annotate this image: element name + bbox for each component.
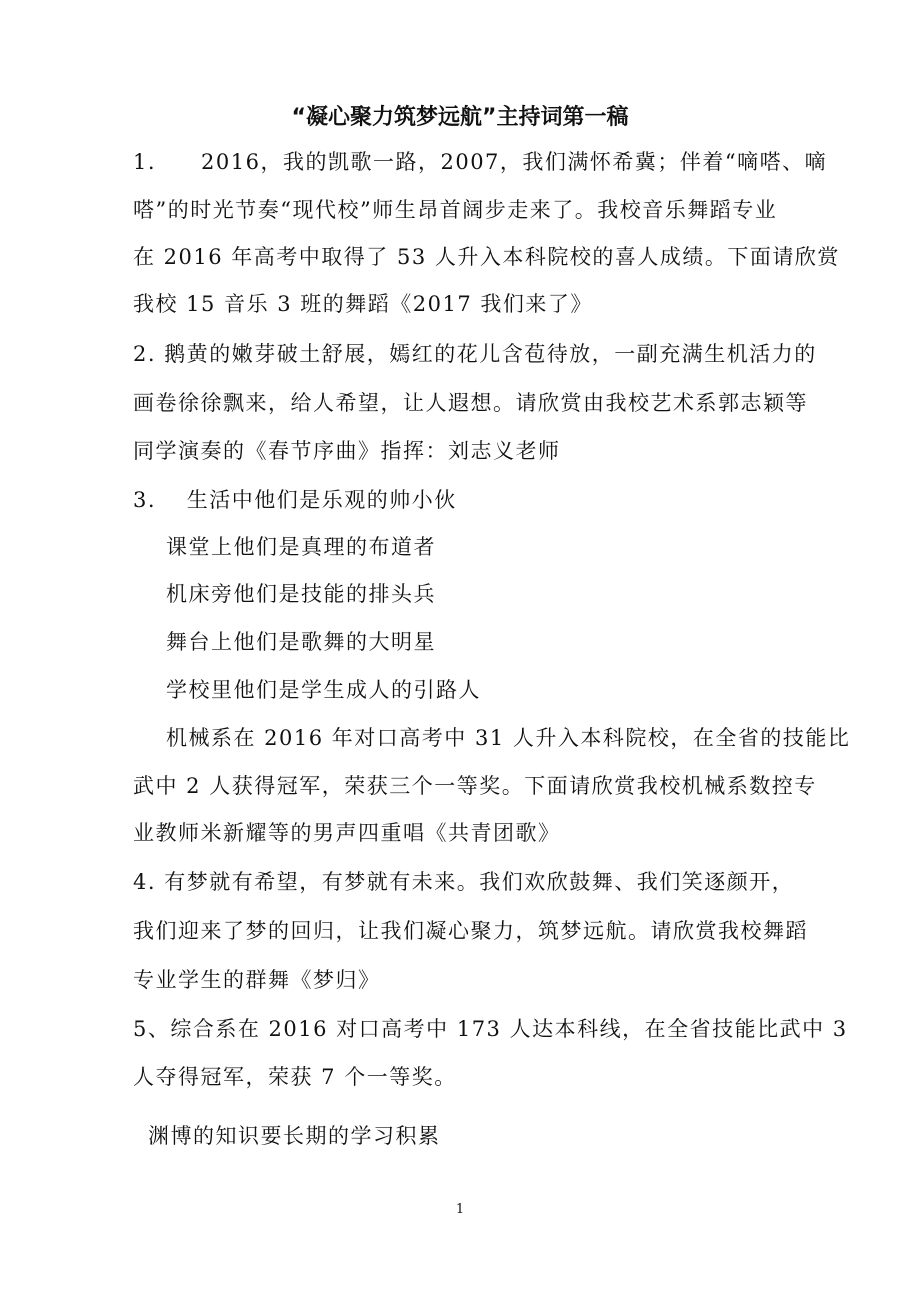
paragraph-line: 渊博的知识要长期的学习积累 [148, 1124, 441, 1148]
verse-line: 学校里他们是学生成人的引路人 [166, 678, 481, 702]
paragraph-line: 在 2016 年高考中取得了 53 人升入本科院校的喜人成绩。下面请欣赏 [133, 245, 840, 269]
page-number: 1 [455, 1202, 465, 1217]
paragraph-line: 我们迎来了梦的回归，让我们凝心聚力，筑梦远航。请欣赏我校舞蹈 [133, 919, 808, 943]
paragraph-line: 5、综合系在 2016 对口高考中 173 人达本科线，在全省技能比武中 3 [133, 1017, 848, 1041]
paragraph-line: 1. 2016，我的凯歌一路，2007，我们满怀希冀；伴着“嘀嗒、嘀 [133, 150, 828, 174]
paragraph-line: 画卷徐徐飘来，给人希望，让人遐想。请欣赏由我校艺术系郭志颖等 [133, 391, 808, 415]
paragraph-line: 人夺得冠军，荣获 7 个一等奖。 [133, 1065, 457, 1089]
paragraph-line: 机械系在 2016 年对口高考中 31 人升入本科院校，在全省的技能比 [166, 726, 851, 750]
verse-line: 课堂上他们是真理的布道者 [166, 535, 436, 559]
paragraph-line: 2. 鹅黄的嫩芽破土舒展，嫣红的花儿含苞待放，一副充满生机活力的 [133, 342, 817, 366]
paragraph-line: 4. 有梦就有希望，有梦就有未来。我们欢欣鼓舞、我们笑逐颜开， [133, 870, 795, 894]
paragraph-line: 专业学生的群舞《梦归》 [133, 968, 381, 992]
paragraph-line: 同学演奏的《春节序曲》指挥：刘志义老师 [133, 439, 561, 463]
verse-line: 机床旁他们是技能的排头兵 [166, 582, 436, 606]
paragraph-line: 我校 15 音乐 3 班的舞蹈《2017 我们来了》 [133, 292, 593, 316]
paragraph-line: 3. 生活中他们是乐观的帅小伙 [133, 488, 457, 512]
verse-line: 舞台上他们是歌舞的大明星 [166, 630, 436, 654]
paragraph-line: 武中 2 人获得冠军，荣获三个一等奖。下面请欣赏我校机械系数控专 [133, 774, 817, 798]
paragraph-line: 业教师米新耀等的男声四重唱《共青团歌》 [133, 821, 561, 845]
document-title: “凝心聚力筑梦远航”主持词第一稿 [291, 105, 629, 130]
paragraph-line: 嗒”的时光节奏“现代校”师生昂首阔步走来了。我校音乐舞蹈专业 [133, 198, 778, 222]
